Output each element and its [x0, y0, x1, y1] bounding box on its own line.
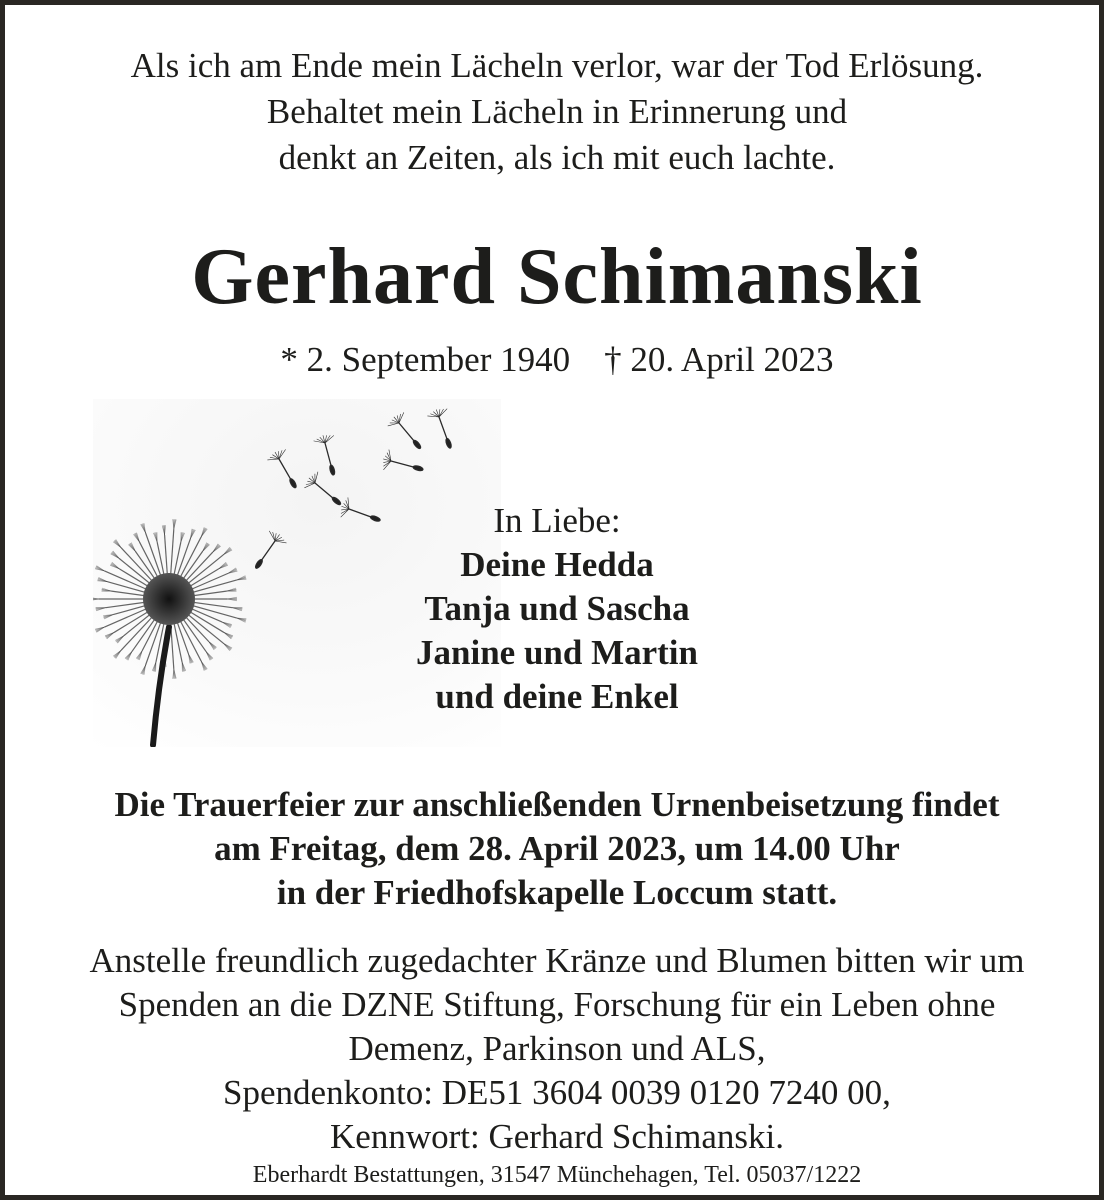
- motto-quote: [5, 43, 1104, 181]
- motto-line: denkt an Zeiten, als ich mit euch lachte.: [278, 138, 836, 177]
- motto-line: Als ich am Ende mein Lächeln verlor, war der Tod Erlösung.: [130, 46, 984, 85]
- mourner-name: Tanja und Sascha: [424, 589, 690, 628]
- donation-keyword: Kennwort: Gerhard Schimanski.: [330, 1117, 784, 1156]
- ceremony-line: am Freitag, dem 28. April 2023, um 14.00 Uhr: [214, 829, 900, 868]
- death-date: † 20. April 2023: [604, 340, 834, 379]
- mourners-intro: In Liebe:: [493, 501, 621, 540]
- mourner-name: Janine und Martin: [416, 633, 698, 672]
- mourners-block: [385, 499, 729, 719]
- mourner-name: Deine Hedda: [460, 545, 654, 584]
- undertaker-info: Eberhardt Bestattungen, 31547 Münchehagen, Tel. 05037/1222: [252, 1162, 862, 1188]
- motto-line: Behaltet mein Lächeln in Erinnerung und: [266, 92, 848, 131]
- birth-date: * 2. September 1940: [280, 340, 571, 379]
- deceased-name: Gerhard Schimanski: [191, 233, 923, 321]
- life-dates: [5, 337, 1104, 383]
- donation-account: Spendenkonto: DE51 3604 0039 0120 7240 00,: [223, 1073, 891, 1112]
- donation-request: [5, 939, 1104, 1159]
- ceremony-line: Die Trauerfeier zur anschließenden Urnenbeisetzung findet: [114, 785, 1000, 824]
- donation-line: Demenz, Parkinson und ALS,: [348, 1029, 766, 1068]
- donation-line: Spenden an die DZNE Stiftung, Forschung für ein Leben ohne: [118, 985, 996, 1024]
- mourner-name: und deine Enkel: [435, 677, 679, 716]
- ceremony-info: [5, 783, 1104, 915]
- donation-line: Anstelle freundlich zugedachter Kränze und Blumen bitten wir um: [89, 941, 1025, 980]
- ceremony-line: in der Friedhofskapelle Loccum statt.: [276, 873, 838, 912]
